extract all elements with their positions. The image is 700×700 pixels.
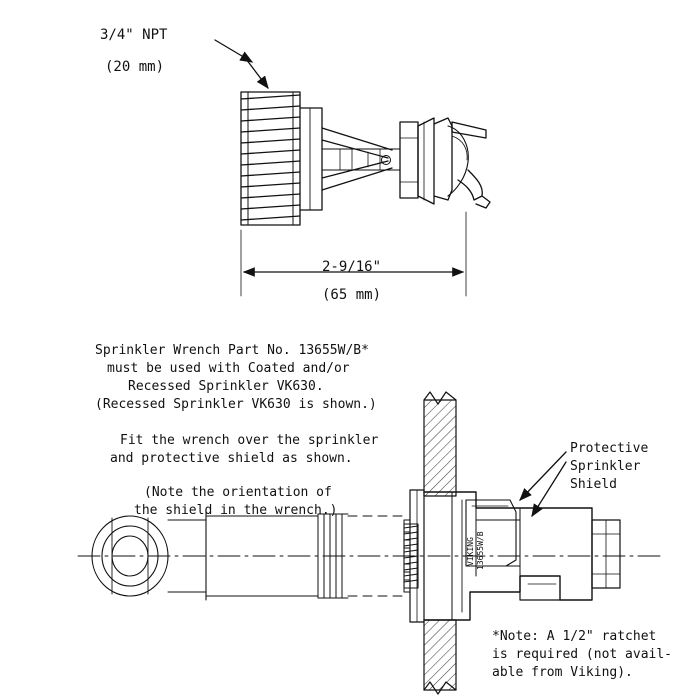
ratchet-note-line1: *Note: A 1/2" ratchet <box>492 629 657 644</box>
shield-callout-line2: Sprinkler <box>570 459 641 474</box>
shield-callout-line3: Shield <box>570 477 617 492</box>
wrench-note-line8: the shield in the wrench.) <box>134 503 338 518</box>
npt-callout-line1: 3/4" NPT <box>100 27 168 43</box>
shield-callout-line1: Protective <box>570 441 649 456</box>
wrench-note-line6: and protective shield as shown. <box>110 451 353 466</box>
ratchet-note-line3: able from Viking). <box>492 665 633 680</box>
dimension-label-line1: 2-9/16" <box>322 259 382 275</box>
ratchet-note-line2: is required (not avail- <box>492 647 673 662</box>
wrench-part-text: 13655W/B <box>476 531 485 570</box>
wrench-note-line1: Sprinkler Wrench Part No. 13655W/B* <box>95 343 369 358</box>
npt-callout-line2: (20 mm) <box>105 59 165 75</box>
wrench-note-line4: (Recessed Sprinkler VK630 is shown.) <box>95 397 377 412</box>
wrench-note-line5: Fit the wrench over the sprinkler <box>120 433 379 448</box>
wrench-note-line7: (Note the orientation of <box>144 485 332 500</box>
dimension-label-line2: (65 mm) <box>322 287 382 303</box>
wrench-note-line3: Recessed Sprinkler VK630. <box>128 379 324 394</box>
wrench-note-line2: must be used with Coated and/or <box>107 361 350 376</box>
wrench-brand-text: VIKING <box>466 537 475 566</box>
